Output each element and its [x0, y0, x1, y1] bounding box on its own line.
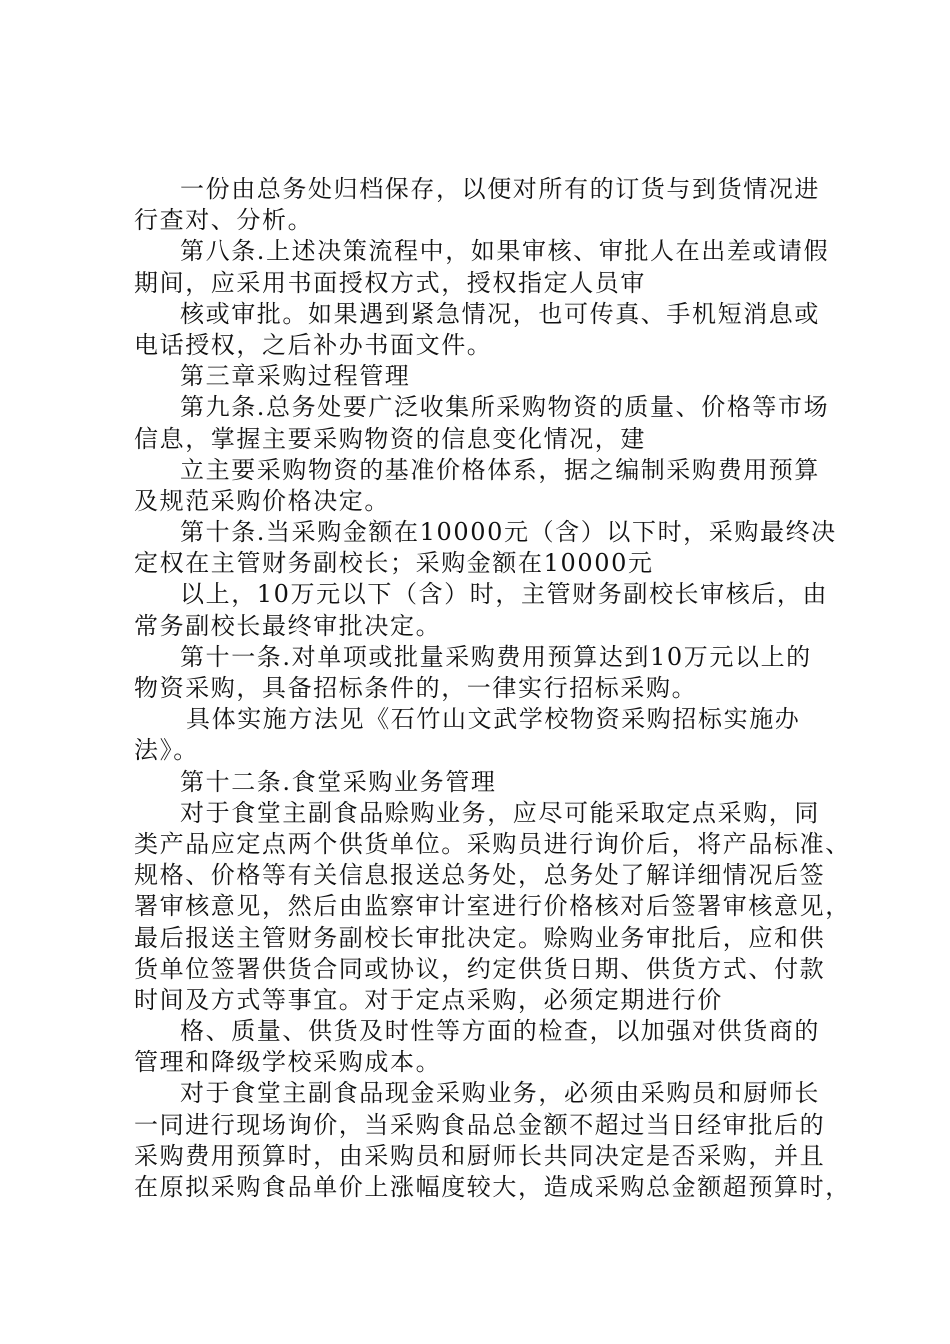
text-line: 在原拟采购食品单价上涨幅度较大，造成采购总金额超预算时， [134, 1173, 851, 1201]
text-line: 信息，掌握主要采购物资的信息变化情况，建 [134, 424, 646, 453]
text-line: 及规范采购价格决定。 [134, 486, 390, 515]
text-line: 常务副校长最终审批决定。 [134, 611, 442, 640]
text-line: 规格、价格等有关信息报送总务处，总务处了解详细情况后签 [134, 861, 826, 890]
text-line: 第十一条.对单项或批量采购费用预算达到10万元以上的 [180, 642, 812, 671]
text-line: 期间，应采用书面授权方式，授权指定人员审 [134, 268, 646, 297]
text-line: 第十条.当采购金额在10000元（含）以下时，采购最终决 [180, 518, 837, 547]
text-line: 核或审批。如果遇到紧急情况，也可传真、手机短消息或 [180, 299, 820, 328]
text-line: 电话授权，之后补办书面文件。 [134, 330, 493, 359]
text-line: 货单位签署供货合同或协议，约定供货日期、供货方式、付款 [134, 954, 826, 983]
text-line: 立主要采购物资的基准价格体系，据之编制采购费用预算 [180, 455, 820, 484]
section-heading: 第十二条.食堂采购业务管理 [180, 767, 497, 796]
text-line: 法》。 [134, 736, 199, 765]
document-body [134, 174, 851, 1203]
text-line: 采购费用预算时，由采购员和厨师长共同决定是否采购，并且 [134, 1141, 826, 1170]
text-line: 时间及方式等事宜。对于定点采购，必须定期进行价 [134, 985, 723, 1014]
text-line: 物资采购，具备招标条件的，一律实行招标采购。 [134, 674, 698, 702]
text-line: 第八条.上述决策流程中，如果审核、审批人在出差或请假 [180, 237, 830, 266]
text-line: 行查对、分析。 [134, 206, 314, 235]
text-line: 最后报送主管财务副校长审批决定。赊购业务审批后，应和供 [134, 923, 826, 952]
text-line: 一份由总务处归档保存，以便对所有的订货与到货情况进 [180, 175, 820, 203]
text-line: 一同进行现场询价，当采购食品总金额不超过当日经审批后的 [134, 1110, 826, 1139]
text-line: 第九条.总务处要广泛收集所采购物资的质量、价格等市场 [180, 393, 830, 422]
chapter-heading: 第三章采购过程管理 [180, 362, 411, 391]
text-line: 具体实施方法见《石竹山文武学校物资采购招标实施办 [186, 705, 801, 734]
text-line: 格、质量、供货及时性等方面的检查，以加强对供货商的 [180, 1017, 820, 1046]
text-line: 对于食堂主副食品赊购业务，应尽可能采取定点采购，同 [180, 798, 820, 827]
text-line: 以上，10万元以下（含）时，主管财务副校长审核后，由 [180, 580, 829, 609]
text-line: 署审核意见，然后由监察审计室进行价格核对后签署审核意见， [134, 892, 851, 921]
text-line: 对于食堂主副食品现金采购业务，必须由采购员和厨师长 [180, 1079, 820, 1108]
text-line: 类产品应定点两个供货单位。采购员进行询价后，将产品标准、 [134, 829, 851, 858]
text-line: 管理和降级学校采购成本。 [134, 1048, 442, 1077]
text-line: 定权在主管财务副校长；采购金额在10000元 [134, 549, 654, 578]
